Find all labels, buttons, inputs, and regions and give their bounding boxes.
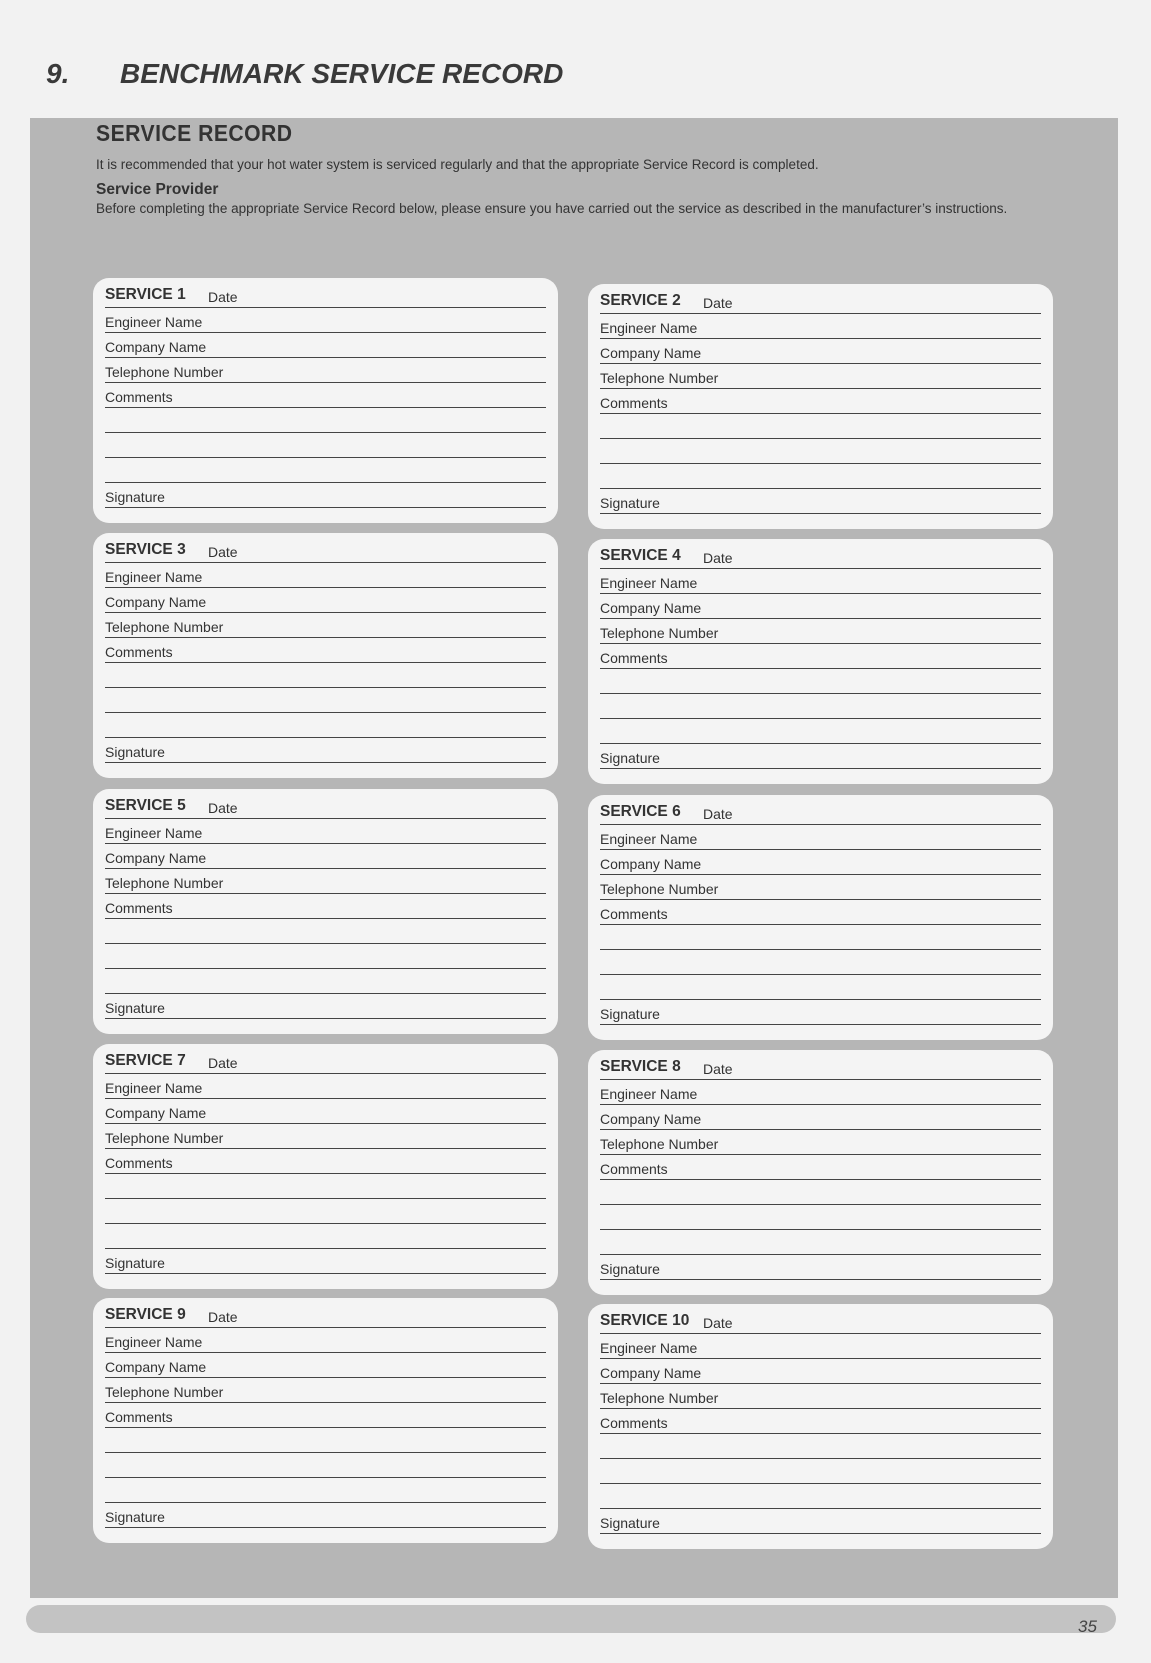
comments-line[interactable] — [600, 467, 1041, 489]
telephone-number-label: Telephone Number — [600, 881, 719, 897]
company-name-label: Company Name — [105, 1105, 207, 1121]
comments-label: Comments — [600, 1415, 668, 1431]
telephone-number-label: Telephone Number — [105, 619, 224, 635]
comments-field[interactable] — [600, 647, 1041, 669]
company-name-label: Company Name — [105, 1359, 207, 1375]
comments-field[interactable] — [105, 897, 546, 919]
date-label: Date — [703, 1315, 733, 1331]
comments-line[interactable] — [600, 697, 1041, 719]
telephone-number-label: Telephone Number — [105, 1384, 224, 1400]
comments-line[interactable] — [600, 417, 1041, 439]
telephone-number-field[interactable] — [600, 1387, 1041, 1409]
signature-label: Signature — [600, 1515, 660, 1531]
telephone-number-field[interactable] — [600, 367, 1041, 389]
comments-line[interactable] — [105, 716, 546, 738]
company-name-field[interactable] — [600, 1362, 1041, 1384]
signature-field[interactable] — [600, 492, 1041, 514]
engineer-name-label: Engineer Name — [105, 569, 203, 585]
provider-title: Service Provider — [96, 181, 219, 198]
company-name-field[interactable] — [105, 847, 546, 869]
service-title: SERVICE 5 — [105, 797, 186, 814]
telephone-number-field[interactable] — [600, 878, 1041, 900]
date-field[interactable] — [105, 286, 546, 308]
engineer-name-field[interactable] — [600, 1083, 1041, 1105]
engineer-name-field[interactable] — [600, 572, 1041, 594]
engineer-name-label: Engineer Name — [600, 575, 698, 591]
date-label: Date — [208, 544, 238, 560]
date-label: Date — [208, 289, 238, 305]
company-name-field[interactable] — [600, 853, 1041, 875]
telephone-number-label: Telephone Number — [600, 625, 719, 641]
company-name-label: Company Name — [105, 594, 207, 610]
comments-line[interactable] — [600, 1183, 1041, 1205]
comments-line[interactable] — [600, 928, 1041, 950]
comments-field[interactable] — [105, 386, 546, 408]
signature-field[interactable] — [105, 741, 546, 763]
engineer-name-label: Engineer Name — [105, 314, 203, 330]
telephone-number-label: Telephone Number — [105, 1130, 224, 1146]
comments-line[interactable] — [600, 1437, 1041, 1459]
company-name-field[interactable] — [600, 1108, 1041, 1130]
signature-field[interactable] — [105, 1252, 546, 1274]
service-title: SERVICE 1 — [105, 286, 186, 303]
date-field[interactable] — [105, 1306, 546, 1328]
comments-label: Comments — [105, 644, 173, 660]
comments-line[interactable] — [105, 1456, 546, 1478]
signature-label: Signature — [600, 1006, 660, 1022]
service-card-9 — [93, 1298, 558, 1543]
date-label: Date — [703, 1061, 733, 1077]
service-card-3 — [93, 533, 558, 778]
signature-field[interactable] — [105, 1506, 546, 1528]
telephone-number-field[interactable] — [105, 1127, 546, 1149]
comments-line[interactable] — [600, 1233, 1041, 1255]
comments-line[interactable] — [600, 978, 1041, 1000]
comments-line[interactable] — [105, 691, 546, 713]
service-card-10 — [588, 1304, 1053, 1549]
company-name-field[interactable] — [105, 1356, 546, 1378]
section-number: 9. — [46, 58, 70, 89]
signature-label: Signature — [105, 1255, 165, 1271]
date-label: Date — [703, 806, 733, 822]
signature-label: Signature — [600, 750, 660, 766]
engineer-name-field[interactable] — [600, 828, 1041, 850]
comments-line[interactable] — [105, 1202, 546, 1224]
comments-line[interactable] — [600, 672, 1041, 694]
comments-label: Comments — [105, 1155, 173, 1171]
company-name-field[interactable] — [600, 597, 1041, 619]
comments-field[interactable] — [600, 903, 1041, 925]
engineer-name-label: Engineer Name — [600, 1340, 698, 1356]
service-title: SERVICE 7 — [105, 1052, 186, 1069]
comments-field[interactable] — [105, 1406, 546, 1428]
engineer-name-field[interactable] — [105, 311, 546, 333]
engineer-name-field[interactable] — [105, 1077, 546, 1099]
company-name-label: Company Name — [600, 600, 702, 616]
comments-line[interactable] — [105, 972, 546, 994]
comments-line[interactable] — [105, 1481, 546, 1503]
company-name-label: Company Name — [600, 345, 702, 361]
date-field[interactable] — [105, 1052, 546, 1074]
engineer-name-field[interactable] — [105, 822, 546, 844]
telephone-number-label: Telephone Number — [600, 370, 719, 386]
comments-label: Comments — [600, 650, 668, 666]
service-card-7 — [93, 1044, 558, 1289]
comments-line[interactable] — [105, 947, 546, 969]
service-title: SERVICE 9 — [105, 1306, 186, 1323]
company-name-field[interactable] — [105, 591, 546, 613]
comments-line[interactable] — [600, 722, 1041, 744]
intro-text: It is recommended that your hot water system is serviced regularly and that the appropriate Service Record is completed. — [96, 157, 819, 172]
service-title: SERVICE 4 — [600, 547, 681, 564]
date-label: Date — [208, 1309, 238, 1325]
comments-field[interactable] — [600, 1158, 1041, 1180]
service-card-4 — [588, 539, 1053, 784]
engineer-name-field[interactable] — [105, 566, 546, 588]
company-name-label: Company Name — [105, 339, 207, 355]
telephone-number-label: Telephone Number — [105, 364, 224, 380]
signature-label: Signature — [600, 495, 660, 511]
comments-line[interactable] — [600, 1462, 1041, 1484]
engineer-name-label: Engineer Name — [105, 1334, 203, 1350]
engineer-name-label: Engineer Name — [600, 1086, 698, 1102]
company-name-field[interactable] — [105, 336, 546, 358]
date-field[interactable] — [105, 541, 546, 563]
company-name-label: Company Name — [600, 1365, 702, 1381]
signature-field[interactable] — [105, 997, 546, 1019]
date-field[interactable] — [600, 292, 1041, 314]
comments-line[interactable] — [105, 461, 546, 483]
provider-text: Before completing the appropriate Service Record below, please ensure you have carried out the service as described in the manufacturer’s instructions. — [96, 201, 1008, 216]
telephone-number-field[interactable] — [105, 616, 546, 638]
comments-label: Comments — [600, 395, 668, 411]
telephone-number-field[interactable] — [600, 622, 1041, 644]
service-title: SERVICE 2 — [600, 292, 681, 309]
service-title: SERVICE 6 — [600, 803, 681, 820]
engineer-name-label: Engineer Name — [105, 825, 203, 841]
engineer-name-label: Engineer Name — [600, 831, 698, 847]
date-field[interactable] — [600, 547, 1041, 569]
date-field[interactable] — [600, 1058, 1041, 1080]
service-title: SERVICE 10 — [600, 1312, 690, 1329]
comments-label: Comments — [600, 1161, 668, 1177]
service-title: SERVICE 3 — [105, 541, 186, 558]
engineer-name-field[interactable] — [105, 1331, 546, 1353]
comments-line[interactable] — [105, 411, 546, 433]
service-card-1 — [93, 278, 558, 523]
date-field[interactable] — [600, 803, 1041, 825]
date-label: Date — [208, 1055, 238, 1071]
company-name-field[interactable] — [105, 1102, 546, 1124]
comments-label: Comments — [105, 900, 173, 916]
signature-field[interactable] — [600, 1003, 1041, 1025]
service-card-8 — [588, 1050, 1053, 1295]
signature-field[interactable] — [600, 1258, 1041, 1280]
signature-label: Signature — [105, 744, 165, 760]
telephone-number-label: Telephone Number — [600, 1390, 719, 1406]
telephone-number-field[interactable] — [600, 1133, 1041, 1155]
section-title: SERVICE RECORD — [96, 120, 293, 146]
comments-line[interactable] — [105, 1431, 546, 1453]
company-name-label: Company Name — [600, 1111, 702, 1127]
service-card-2 — [588, 284, 1053, 529]
company-name-field[interactable] — [600, 342, 1041, 364]
telephone-number-field[interactable] — [105, 1381, 546, 1403]
service-card-5 — [93, 789, 558, 1034]
comments-field[interactable] — [105, 1152, 546, 1174]
comments-line[interactable] — [105, 922, 546, 944]
comments-line[interactable] — [600, 1487, 1041, 1509]
page-title: BENCHMARK SERVICE RECORD — [120, 58, 564, 89]
date-label: Date — [703, 295, 733, 311]
engineer-name-field[interactable] — [600, 1337, 1041, 1359]
signature-field[interactable] — [600, 747, 1041, 769]
page-number: 35 — [1078, 1617, 1097, 1636]
comments-label: Comments — [105, 1409, 173, 1425]
signature-label: Signature — [105, 489, 165, 505]
signature-label: Signature — [105, 1000, 165, 1016]
comments-line[interactable] — [105, 1227, 546, 1249]
comments-line[interactable] — [600, 442, 1041, 464]
telephone-number-label: Telephone Number — [600, 1136, 719, 1152]
comments-line[interactable] — [105, 436, 546, 458]
comments-field[interactable] — [105, 641, 546, 663]
signature-field[interactable] — [600, 1512, 1041, 1534]
service-card-6 — [588, 795, 1053, 1040]
date-label: Date — [208, 800, 238, 816]
comments-label: Comments — [105, 389, 173, 405]
comments-field[interactable] — [600, 392, 1041, 414]
signature-label: Signature — [105, 1509, 165, 1525]
comments-field[interactable] — [600, 1412, 1041, 1434]
telephone-number-label: Telephone Number — [105, 875, 224, 891]
footer-bar — [26, 1605, 1116, 1633]
service-title: SERVICE 8 — [600, 1058, 681, 1075]
telephone-number-field[interactable] — [105, 361, 546, 383]
comments-line[interactable] — [105, 666, 546, 688]
signature-field[interactable] — [105, 486, 546, 508]
comments-label: Comments — [600, 906, 668, 922]
telephone-number-field[interactable] — [105, 872, 546, 894]
comments-line[interactable] — [600, 1208, 1041, 1230]
comments-line[interactable] — [600, 953, 1041, 975]
date-field[interactable] — [105, 797, 546, 819]
engineer-name-label: Engineer Name — [600, 320, 698, 336]
page-heading — [46, 58, 563, 90]
company-name-label: Company Name — [600, 856, 702, 872]
company-name-label: Company Name — [105, 850, 207, 866]
date-field[interactable] — [600, 1312, 1041, 1334]
signature-label: Signature — [600, 1261, 660, 1277]
engineer-name-field[interactable] — [600, 317, 1041, 339]
comments-line[interactable] — [105, 1177, 546, 1199]
engineer-name-label: Engineer Name — [105, 1080, 203, 1096]
date-label: Date — [703, 550, 733, 566]
